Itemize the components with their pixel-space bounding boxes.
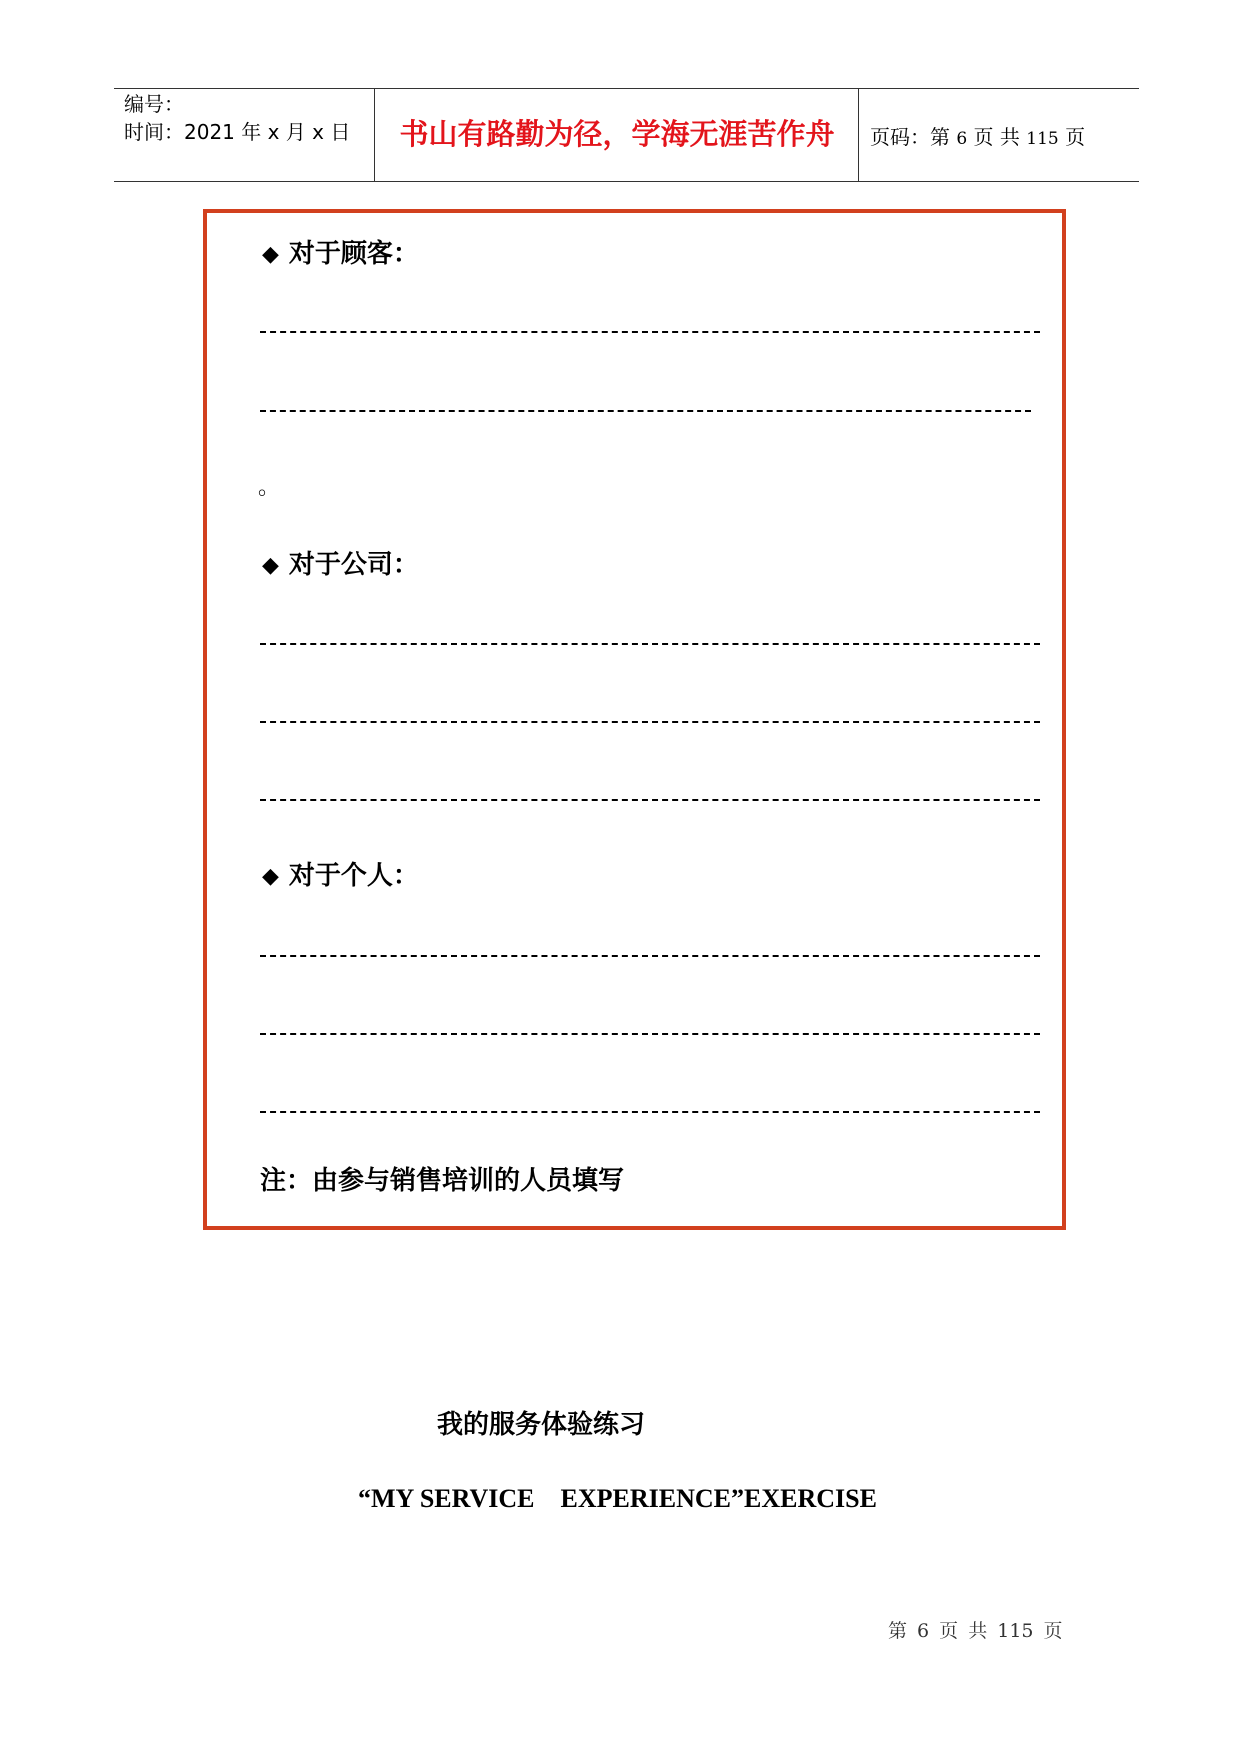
footer-page-number: 第 6 页 共 115 页 bbox=[888, 1620, 1063, 1642]
section-heading-company bbox=[262, 550, 419, 580]
page-total: 115 bbox=[1026, 129, 1059, 149]
fill-line bbox=[260, 955, 1040, 957]
page-current: 6 bbox=[956, 129, 968, 149]
page-prefix: 页码：第 bbox=[870, 125, 950, 149]
section-heading-personal bbox=[262, 861, 419, 891]
header-divider-left bbox=[374, 89, 375, 181]
fill-line bbox=[260, 721, 1040, 723]
header-top-rule bbox=[114, 88, 1139, 89]
section-label-customer: 对于顾客： bbox=[288, 239, 419, 269]
section-heading-customer bbox=[262, 239, 419, 269]
diamond-bullet-icon: ◆ bbox=[262, 863, 279, 889]
fill-line bbox=[260, 1033, 1040, 1035]
diamond-bullet-icon: ◆ bbox=[262, 552, 279, 578]
page-suffix: 页 bbox=[1065, 125, 1086, 149]
section-label-personal: 对于个人： bbox=[288, 861, 419, 891]
fill-line bbox=[260, 643, 1040, 645]
period-mark: 。 bbox=[258, 475, 281, 500]
header-meta bbox=[124, 90, 350, 146]
fill-line bbox=[260, 331, 1040, 333]
fill-line bbox=[260, 799, 1040, 801]
section-label-company: 对于公司： bbox=[288, 550, 419, 580]
form-frame bbox=[203, 209, 1066, 1230]
document-time-label: 时间：2021 年 x 月 x 日 bbox=[124, 120, 351, 144]
fill-line bbox=[260, 1111, 1040, 1113]
header-divider-right bbox=[858, 89, 859, 181]
header-motto: 书山有路勤为径，学海无涯苦作舟 bbox=[399, 117, 835, 151]
exercise-title-en: “MY SERVICE EXPERIENCE”EXERCISE bbox=[358, 1484, 877, 1513]
diamond-bullet-icon: ◆ bbox=[262, 241, 279, 267]
page-mid: 页 共 bbox=[973, 125, 1020, 149]
exercise-title-cn: 我的服务体验练习 bbox=[437, 1410, 646, 1440]
header-page-indicator bbox=[870, 121, 1085, 150]
document-code-label: 编号： bbox=[124, 92, 184, 116]
header-bottom-rule bbox=[114, 181, 1139, 182]
fill-line bbox=[260, 410, 1031, 412]
form-note: 注：由参与销售培训的人员填写 bbox=[260, 1166, 625, 1196]
